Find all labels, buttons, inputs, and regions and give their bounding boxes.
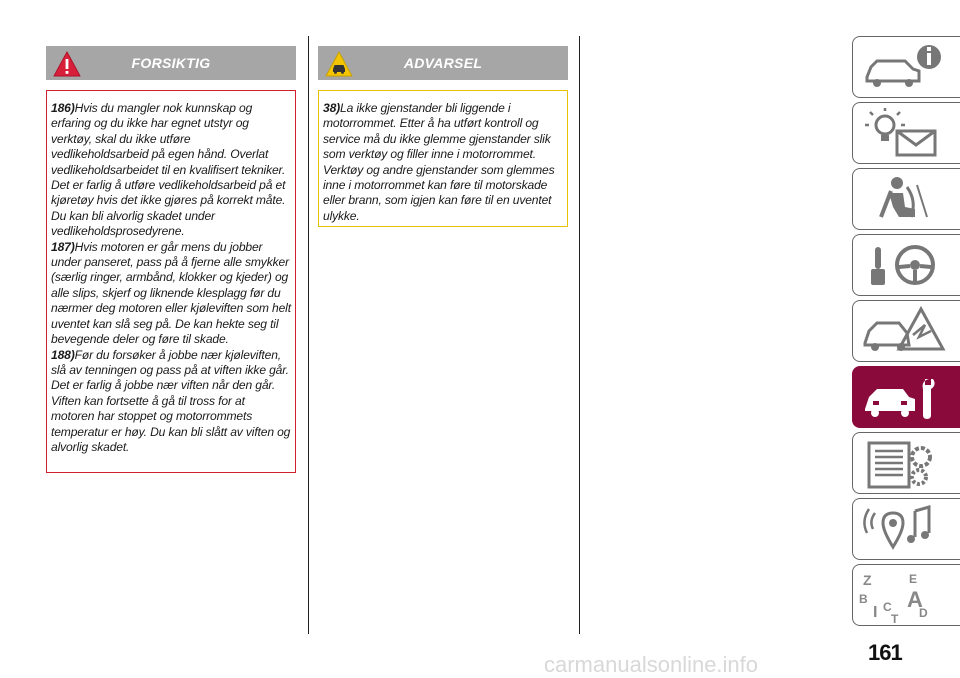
svg-text:B: B — [859, 592, 868, 606]
dashboard-lights-icon — [859, 107, 955, 161]
tab-key-steering[interactable] — [852, 234, 960, 296]
media-navigation-icon — [859, 503, 955, 557]
warning-box — [318, 90, 568, 227]
page-number: 161 — [868, 640, 902, 665]
caution-paragraph-188 — [51, 348, 291, 456]
svg-text:Z: Z — [863, 572, 872, 588]
caution-paragraph-187 — [51, 240, 291, 348]
paragraph-text: Hvis motoren er går mens du jobber under panseret, pass på å fjerne alle smykker (særlig ringer, armbånd, klokker og kjeder) og alle slips, skjerf og liknende klesplagg før du nærmer deg motoren eller kjøleviften som helt uventet kan slå seg på. De kan hekte seg til bevegende deler og føre til skade. — [51, 239, 291, 347]
tab-dashboard-lights[interactable] — [852, 102, 960, 164]
column-divider-right — [579, 36, 580, 634]
tab-car-info[interactable] — [852, 36, 960, 98]
tab-seat-airbag[interactable] — [852, 168, 960, 230]
svg-text:T: T — [891, 612, 899, 623]
column-divider-left — [308, 36, 309, 634]
list-gears-icon — [859, 437, 955, 491]
svg-text:I: I — [873, 604, 878, 621]
svg-text:E: E — [909, 572, 918, 586]
paragraph-number: 38) — [323, 101, 341, 115]
warning-title: ADVARSEL — [403, 55, 483, 71]
key-steering-wheel-icon — [859, 239, 955, 293]
svg-text:D: D — [919, 606, 928, 620]
tab-media-navigation[interactable] — [852, 498, 960, 560]
paragraph-number: 187) — [51, 239, 75, 254]
svg-text:A: A — [907, 587, 923, 612]
tab-car-wrench[interactable] — [852, 366, 960, 428]
paragraph-text: La ikke gjenstander bli liggende i motorrommet. Etter å ha utført kontroll og service må du ikke glemme gjenstander slik som verktøy og filler inne i motorrommet. Verktøy og andre gjenstander som glemmes inne i motorrommet kan føre til motorskade eller brann, som igjen kan føre til en uventet ulykke. — [323, 101, 555, 223]
tab-alphabetical-index[interactable] — [852, 564, 960, 626]
warning-paragraph-38 — [323, 101, 563, 224]
tab-car-accident[interactable] — [852, 300, 960, 362]
paragraph-number: 188) — [51, 347, 75, 362]
watermark-text: carmanualsonline.info — [544, 652, 759, 677]
seat-airbag-icon — [859, 173, 955, 227]
paragraph-number: 186) — [51, 101, 75, 115]
alphabetical-index-icon — [859, 569, 955, 623]
caution-header — [46, 46, 296, 80]
car-info-icon — [859, 41, 955, 95]
paragraph-text: Hvis du mangler nok kunnskap og erfaring og du ikke har egnet utstyr og verktøy, skal du ikke utføre vedlikeholdsarbeid på egen hånd. Overlat vedlikeholdsarbeidet til en kvalifisert tekniker. Det er farlig å utføre vedlikeholdsarbeid på et kjøretøy hvis det ikke gjøres på korrekt måte. Du kan bli alvorlig skadet under vedlikeholdsprosedyrene. — [51, 101, 286, 239]
caution-box — [46, 90, 296, 473]
car-wrench-icon — [859, 371, 955, 425]
caution-title: FORSIKTIG — [131, 55, 211, 71]
tab-list-gears[interactable] — [852, 432, 960, 494]
caution-paragraph-186 — [51, 101, 291, 240]
svg-text:C: C — [883, 600, 892, 614]
car-accident-icon — [859, 305, 955, 359]
paragraph-text: Før du forsøker å jobbe nær kjøleviften, slå av tenningen og pass på at viften ikke går. Det er farlig å jobbe nær viften når den går. Viften kan fortsette å gå til tross for at motoren har stoppet og motorrommets temperatur er høy. Du kan bli slått av viften og alvorlig skadet. — [51, 347, 291, 454]
warning-header — [318, 46, 568, 80]
